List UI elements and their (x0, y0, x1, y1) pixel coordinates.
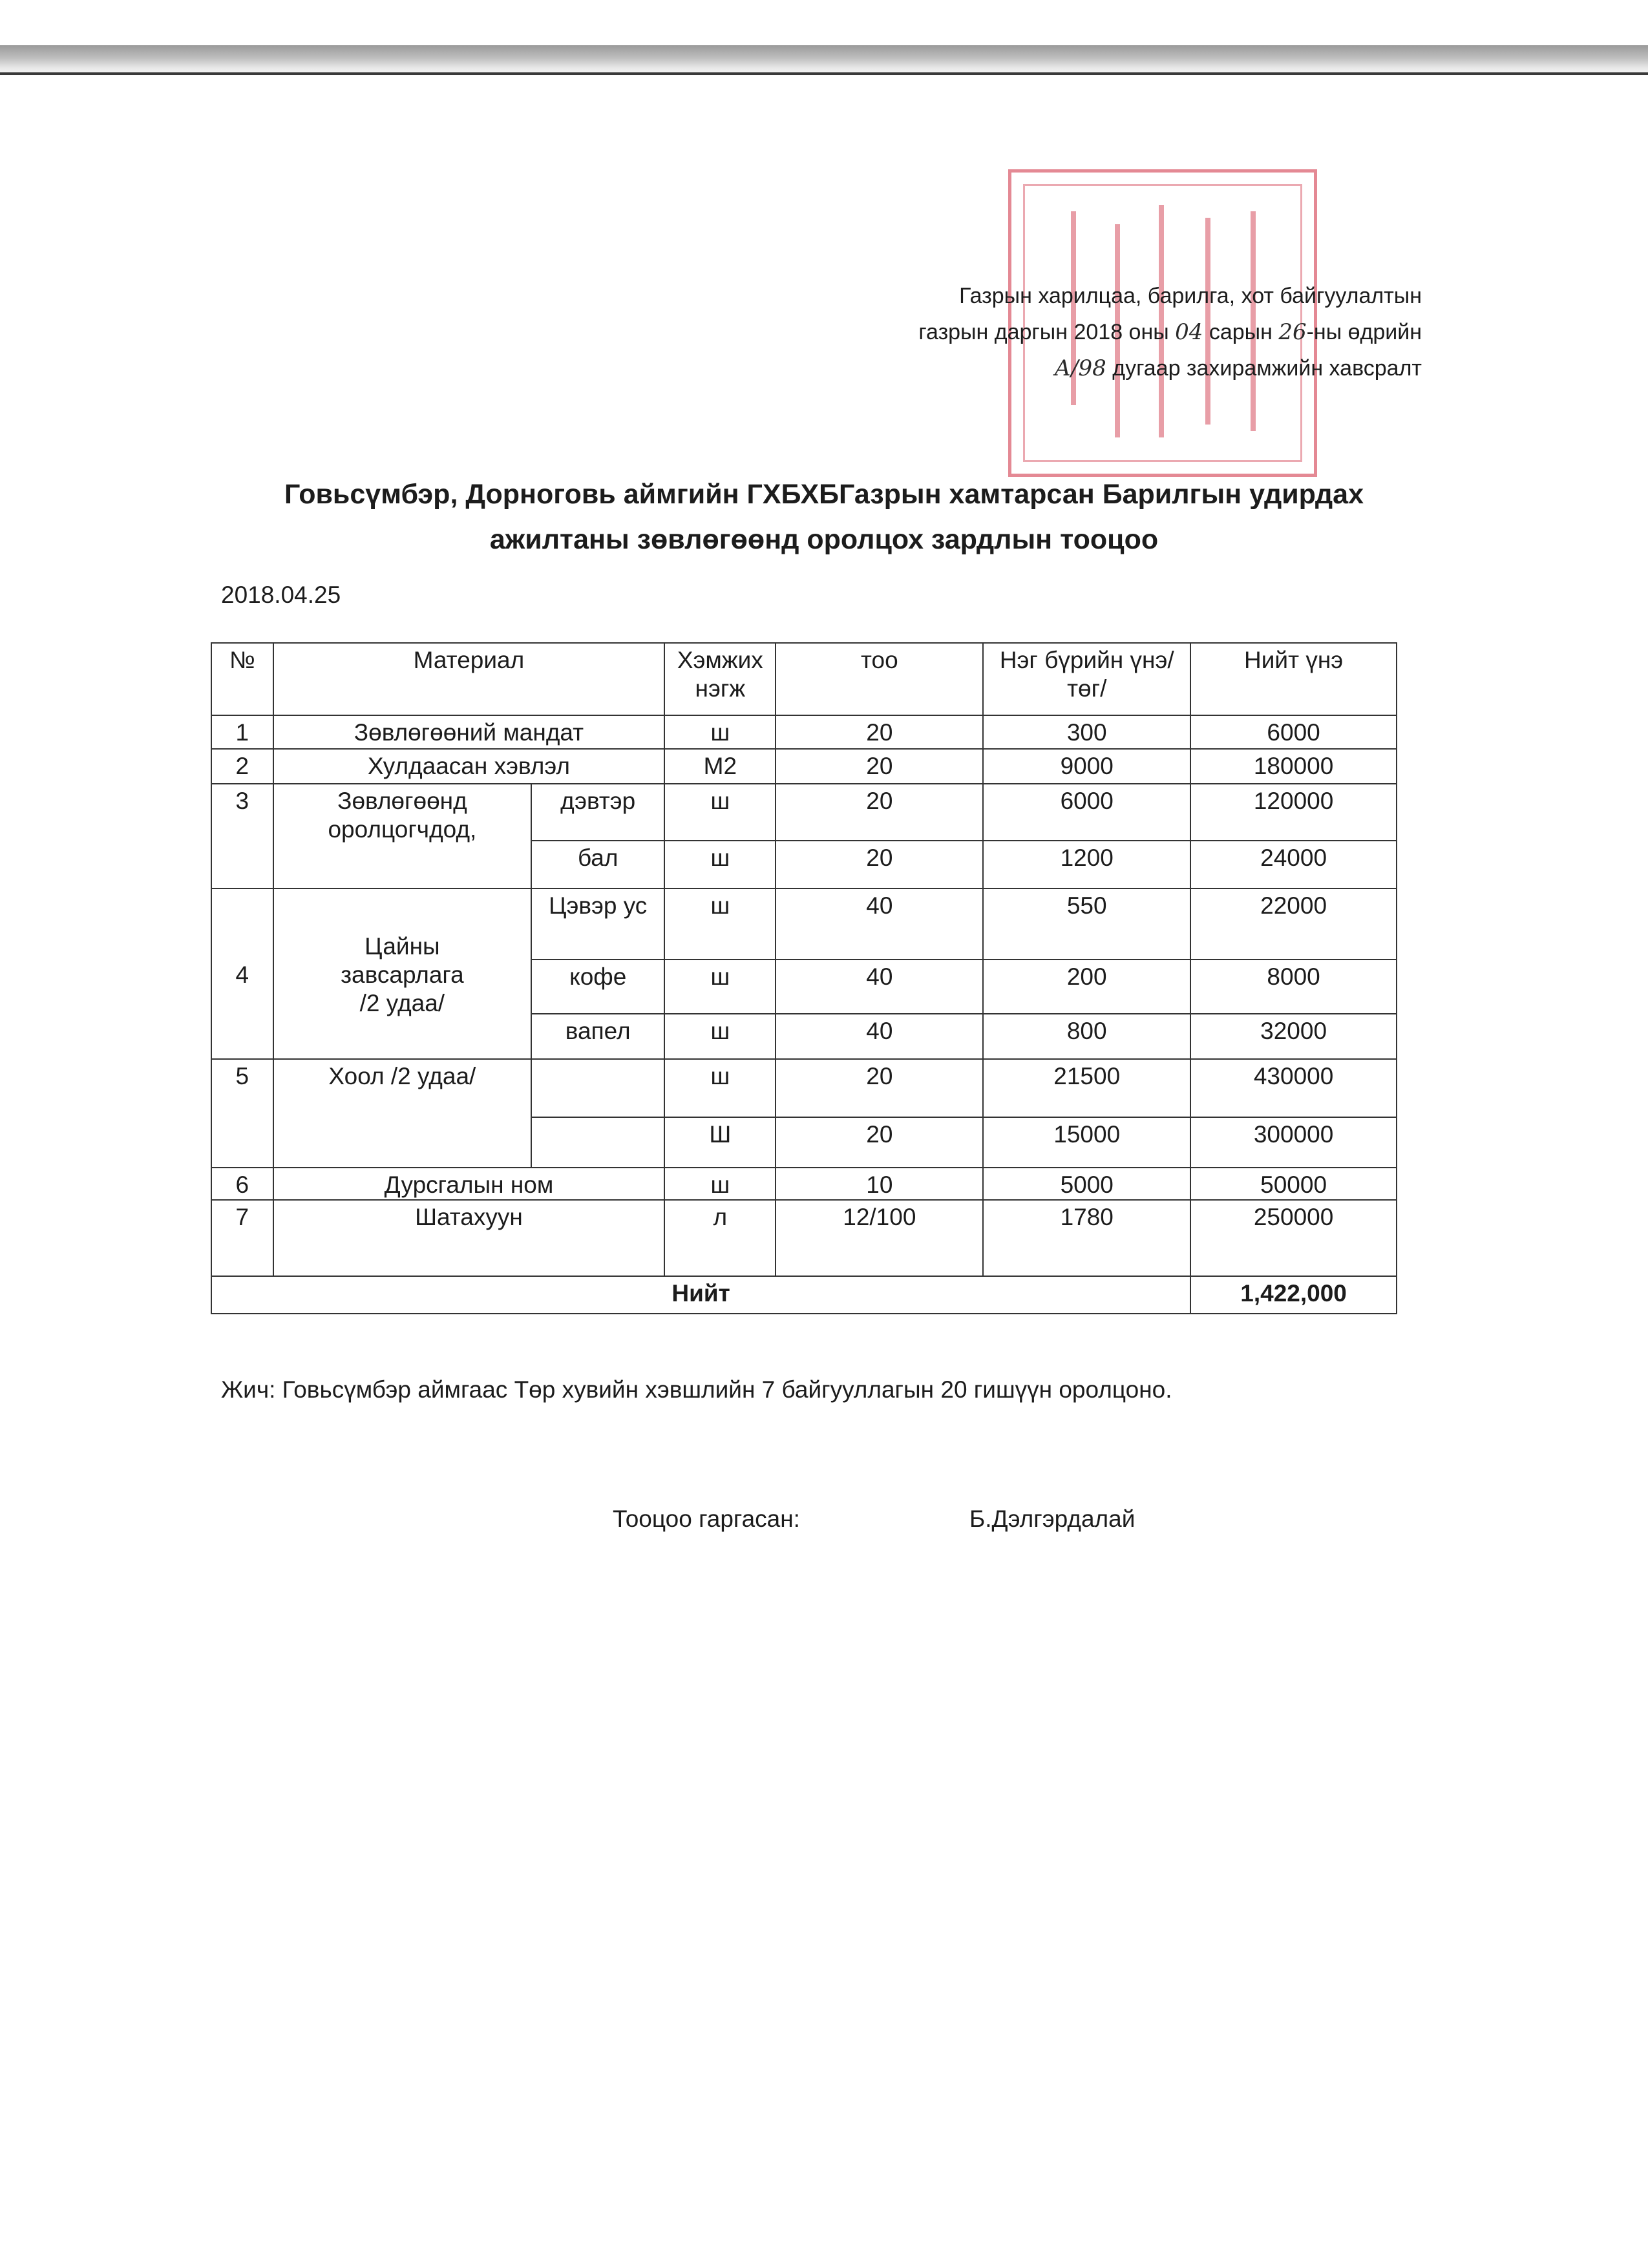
annex-reference (840, 278, 1422, 386)
signature-name: Б.Дэлгэрдалай (969, 1506, 1136, 1532)
table-row: 2 Хулдаасан хэвлэл М2 20 9000 180000 (211, 749, 1397, 784)
table-row: 7 Шатахуун л 12/100 1780 250000 (211, 1200, 1397, 1276)
table-row: кофе ш 40 200 8000 (211, 960, 1397, 1014)
annex-line-3: А/98 дугаар захирамжийн хавсралт (1054, 355, 1422, 381)
table-header-row (211, 643, 1397, 715)
handwritten-day: 26 (1278, 319, 1307, 345)
title-line-2: ажилтаны зөвлөгөөнд оролцох зардлын тооцоо (489, 524, 1159, 555)
handwritten-month: 04 (1175, 319, 1203, 345)
title-line-1: Говьсүмбэр, Дорноговь аймгийн ГХБХБГазрын хамтарсан Барилгын удирдах (284, 479, 1364, 510)
header-total: Нийт үнэ (1190, 643, 1397, 715)
total-label: Нийт (211, 1276, 1190, 1314)
header-unit-price: Нэг бүрийн үнэ/төг/ (983, 643, 1190, 715)
table-row: Ш 20 15000 300000 (211, 1117, 1397, 1168)
header-qty: тоо (776, 643, 983, 715)
signature-label: Тооцоо гаргасан: (613, 1506, 800, 1532)
scan-edge (0, 45, 1648, 76)
table-row: 5 Хоол /2 удаа/ ш 20 21500 430000 (211, 1059, 1397, 1117)
header-no: № (211, 643, 273, 715)
document-title (0, 472, 1648, 562)
document-date: 2018.04.25 (221, 582, 341, 608)
table-total-row (211, 1276, 1397, 1314)
header-unit: Хэмжих нэгж (664, 643, 776, 715)
table-row: 4 Цайны завсарлага /2 удаа/ Цэвэр ус ш 40 550 22000 (211, 888, 1397, 960)
total-value: 1,422,000 (1190, 1276, 1397, 1314)
table-row: 1 Зөвлөгөөний мандат ш 20 300 6000 (211, 715, 1397, 749)
scan-line (0, 72, 1648, 75)
annex-line-1: Газрын харилцаа, барилга, хот байгуулалтын (959, 284, 1422, 308)
handwritten-order-number: А/98 (1054, 355, 1106, 381)
table-row: 6 Дурсгалын ном ш 10 5000 50000 (211, 1168, 1397, 1200)
table-row: вапел ш 40 800 32000 (211, 1014, 1397, 1059)
note-text: Жич: Говьсүмбэр аймгаас Төр хувийн хэвшлийн 7 байгууллагын 20 гишүүн оролцоно. (221, 1376, 1172, 1403)
annex-line-2: газрын даргын 2018 оны 04 сарын 26-ны өдрийн (918, 319, 1422, 345)
cost-table (211, 642, 1397, 1314)
tea-break-material: Цайны завсарлага /2 удаа/ (273, 888, 532, 1059)
table-row: 3 Зөвлөгөөнд оролцогчдод, дэвтэр ш 20 6000 120000 (211, 784, 1397, 841)
table-row: бал ш 20 1200 24000 (211, 841, 1397, 888)
header-material: Материал (273, 643, 665, 715)
